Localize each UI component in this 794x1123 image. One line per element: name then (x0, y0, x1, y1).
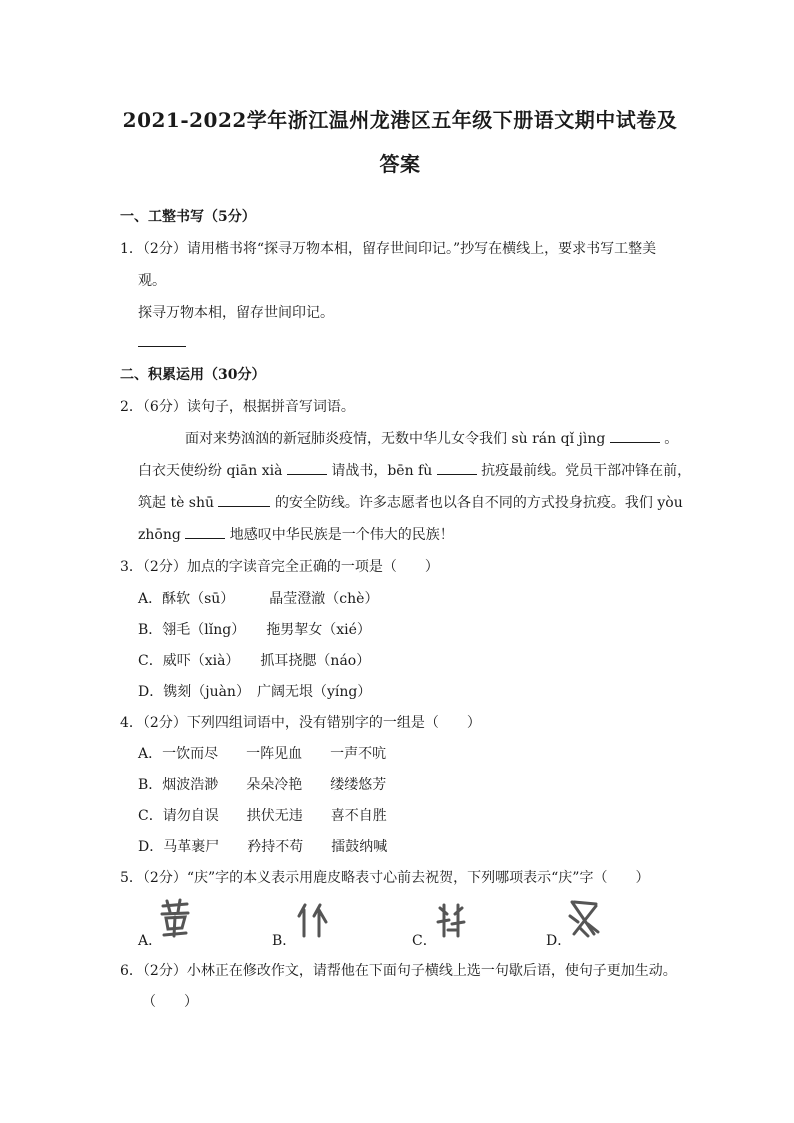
question-2-passage-line-1 (185, 428, 678, 448)
ancient-glyph-d-icon[interactable] (566, 898, 602, 938)
question-4-option-d[interactable]: D．马革裹尸 矜持不苟 擂鼓纳喊 (138, 839, 388, 855)
question-2-passage-line-2 (138, 460, 691, 480)
passage-text: 请战书，bēn fù (331, 463, 433, 479)
question-6-answer-bracket[interactable]: （ ） (142, 994, 198, 1010)
pinyin-answer-blank[interactable] (610, 428, 660, 443)
pinyin-answer-blank[interactable] (185, 524, 225, 539)
question-5-option-b-label[interactable]: B． (272, 933, 297, 949)
section-heading-handwriting: 一、工整书写（5分） (120, 209, 256, 225)
question-4-option-b[interactable]: B．烟波浩渺 朵朵冷艳 缕缕悠芳 (138, 777, 387, 793)
passage-text: zhōng (138, 527, 181, 543)
pinyin-answer-blank[interactable] (437, 460, 477, 475)
question-3-option-d[interactable]: D．镌刻（juàn） 广阔无垠（yíng） (138, 684, 372, 700)
ancient-glyph-c-icon[interactable] (436, 902, 466, 938)
passage-text: 抗疫最前线。党员干部冲锋在前， (481, 463, 692, 479)
pinyin-answer-blank[interactable] (287, 460, 327, 475)
question-1-text: 1．（2分）请用楷书将“探寻万物本相，留存世间印记。”抄写在横线上，要求书写工整美 (120, 241, 657, 257)
question-1-text-cont: 观。 (138, 273, 166, 289)
question-1-answer-blank[interactable] (138, 332, 186, 351)
question-4-option-c[interactable]: C．请勿自误 拱伏无违 喜不自胜 (138, 808, 387, 824)
question-5-option-a-label[interactable]: A． (138, 933, 163, 949)
question-4-option-a[interactable]: A．一饮而尽 一阵见血 一声不吭 (138, 746, 387, 762)
pinyin-answer-blank[interactable] (218, 492, 270, 507)
section-heading-accumulation: 二、积累运用（30分） (120, 367, 266, 383)
question-5-option-d-label[interactable]: D． (546, 933, 572, 949)
question-3-option-a[interactable]: A．酥软（sū） 晶莹澄澈（chè） (138, 591, 379, 607)
ancient-glyph-b-icon[interactable] (296, 902, 330, 938)
question-3-option-c[interactable]: C．威吓（xià） 抓耳挠腮（náo） (138, 653, 371, 669)
page-title-continued: 答案 (379, 152, 421, 176)
question-1-copy-text: 探寻万物本相，留存世间印记。 (138, 305, 334, 321)
passage-text: 面对来势汹汹的新冠肺炎疫情，无数中华儿女令我们 sù rán qǐ jìng (185, 431, 606, 447)
passage-text: 地感叹中华民族是一个伟大的民族！ (229, 527, 454, 543)
question-2-passage-line-4 (138, 524, 454, 544)
passage-text: 白衣天使纷纷 qiān xià (138, 463, 283, 479)
question-5-option-c-label[interactable]: C． (412, 933, 437, 949)
question-2-header: 2．（6分）读句子，根据拼音写词语。 (120, 399, 355, 415)
question-3-header: 3．（2分）加点的字读音完全正确的一项是（ ） (120, 559, 439, 575)
question-5-header: 5．（2分）“庆”字的本义表示用鹿皮略表寸心前去祝贺，下列哪项表示“庆”字（ ） (120, 870, 650, 886)
passage-text: 。 (664, 431, 679, 447)
page-title: 2021-2022学年浙江温州龙港区五年级下册语文期中试卷及 (122, 108, 678, 132)
ancient-glyph-a-icon[interactable] (158, 898, 192, 938)
question-3-option-b[interactable]: B．翎毛（lǐng） 拖男挈女（xié） (138, 622, 371, 638)
question-6-text: 6．（2分）小林正在修改作文，请帮他在下面句子横线上选一句歇后语，使句子更加生动。 (120, 963, 677, 979)
question-2-passage-line-3 (138, 492, 683, 512)
passage-text: 筑起 tè shū (138, 495, 215, 511)
question-4-header: 4．（2分）下列四组词语中，没有错别字的一组是（ ） (120, 715, 481, 731)
passage-text: 的安全防线。许多志愿者也以各自不同的方式投身抗疫。我们 yòu (274, 495, 683, 511)
